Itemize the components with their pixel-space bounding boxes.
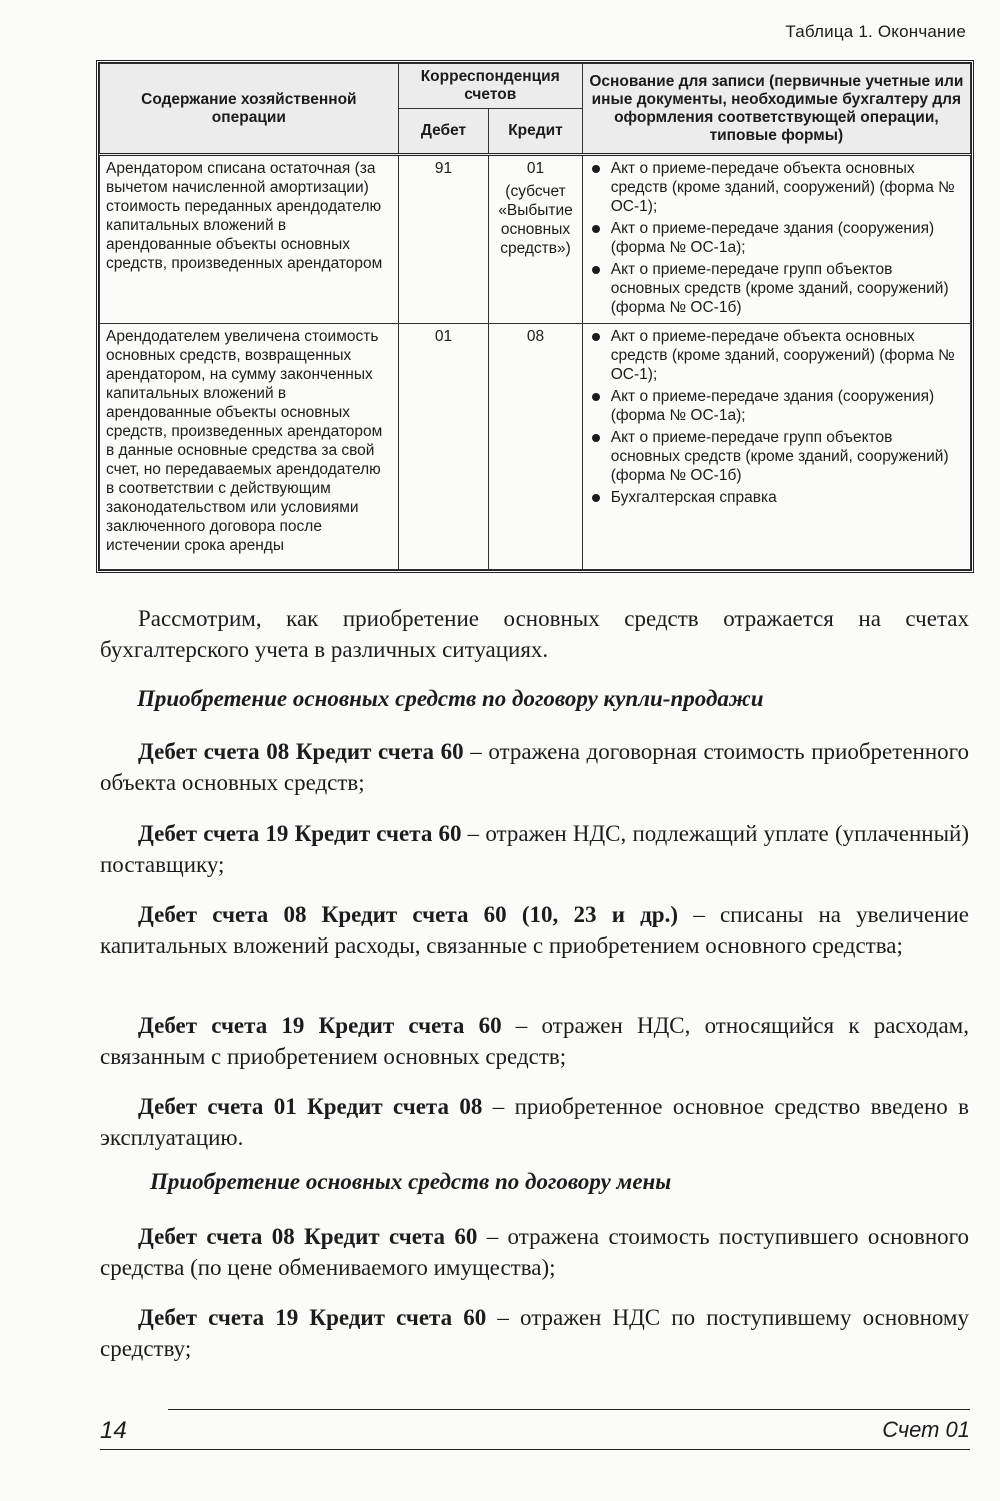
doc-item: Акт о приеме-передаче групп объектов основных средств (кроме зданий, сооружений) (форма № ОС-1б) <box>589 428 964 485</box>
doc-item: Акт о приеме-передаче здания (сооружения) (форма № ОС-1а); <box>589 219 964 257</box>
row-docs <box>582 324 970 570</box>
entry-accounts: Дебет счета 08 Кредит счета 60 <box>138 739 464 764</box>
doc-item: Акт о приеме-передаче объекта основных средств (кроме зданий, сооружений) (форма № ОС-1); <box>589 327 964 384</box>
entry-text: – списаны на увеличение капитальных вложений расходы, связанные с приобретением основного средства; <box>100 902 969 958</box>
entry-accounts: Дебет счета 08 Кредит счета 60 (10, 23 и др.) <box>138 902 679 927</box>
row-operation: Арендодателем увеличена стоимость основных средств, возвращенных арендатором, на сумму законченных капитальных вложений в арендованные объекты основных средств, произведенных арендатором в данные основные средства за свой счет, но передаваемых арендодателю в соответствии с действующим законодательством или условиями заключенного договора после истечении срока аренды <box>100 324 399 570</box>
row-credit <box>489 155 583 324</box>
entry-text: – отражен НДС по поступившему основному средству; <box>100 1305 969 1361</box>
row-credit-value: 08 <box>526 328 545 345</box>
entry-text: – приобретенное основное средство введено в эксплуатацию. <box>100 1094 969 1150</box>
entry-paragraph <box>100 899 969 961</box>
entry-accounts: Дебет счета 19 Кредит счета 60 <box>138 1013 502 1038</box>
header-basis: Основание для записи (первичные учетные или иные документы, необходимые бухгалтеру для оформления соответствующей операции, типовые формы) <box>582 64 970 155</box>
accounting-table <box>96 60 974 573</box>
table-row <box>100 324 971 570</box>
entry-paragraph <box>100 1221 969 1283</box>
intro-paragraph: Рассмотрим, как приобретение основных средств отражается на счетах бухгалтерского учета в различных ситуациях. <box>100 606 969 662</box>
row-operation: Арендатором списана остаточная (за вычетом начисленной амортизации) стоимость переданных арендодателю капитальных вложений в арендованные объекты основных средств, произведенных арендатором <box>100 155 399 324</box>
header-correspondence: Корреспонденция счетов <box>398 64 582 109</box>
running-title: Счет 01 <box>882 1417 970 1442</box>
doc-item: Акт о приеме-передаче объекта основных средств (кроме зданий, сооружений) (форма № ОС-1); <box>589 159 964 216</box>
row-credit-value: 01 <box>526 160 545 177</box>
header-operation: Содержание хозяйственной операции <box>100 64 399 155</box>
entry-accounts: Дебет счета 19 Кредит счета 60 <box>138 821 462 846</box>
footer-rule-bottom <box>100 1449 970 1450</box>
row-docs <box>582 155 970 324</box>
entry-accounts: Дебет счета 01 Кредит счета 08 <box>138 1094 483 1119</box>
doc-item: Акт о приеме-передаче групп объектов основных средств (кроме зданий, сооружений) (форма № ОС-1б) <box>589 260 964 317</box>
row-credit-note: (субсчет «Выбытие основных средств») <box>498 183 573 257</box>
table-row <box>100 155 971 324</box>
entry-text: – отражен НДС, относящийся к расходам, связанным с приобретением основных средств; <box>100 1013 969 1069</box>
row-credit <box>489 324 583 570</box>
table-caption: Таблица 1. Окончание <box>785 22 966 41</box>
entry-accounts: Дебет счета 19 Кредит счета 60 <box>138 1305 487 1330</box>
section-title: Приобретение основных средств по договору купли-продажи <box>137 686 764 711</box>
entry-paragraph <box>100 736 969 798</box>
header-debit: Дебет <box>398 109 489 155</box>
entry-paragraph <box>100 1302 969 1364</box>
page-number: 14 <box>100 1417 127 1444</box>
footer-rule-top <box>168 1409 970 1410</box>
doc-item: Акт о приеме-передаче здания (сооружения) (форма № ОС-1а); <box>589 387 964 425</box>
header-credit: Кредит <box>489 109 583 155</box>
entry-paragraph <box>100 1091 969 1153</box>
entry-paragraph <box>100 818 969 880</box>
entry-text: – отражена стоимость поступившего основного средства (по цене обмениваемого имущества); <box>100 1224 970 1280</box>
row-debit: 91 <box>398 155 489 324</box>
doc-item: Бухгалтерская справка <box>589 488 964 507</box>
entry-text: – отражена договорная стоимость приобретенного объекта основных средств; <box>100 739 969 795</box>
row-debit: 01 <box>398 324 489 570</box>
entry-paragraph <box>100 1010 969 1072</box>
entry-text: – отражен НДС, подлежащий уплате (уплаченный) поставщику; <box>100 821 969 877</box>
section-title: Приобретение основных средств по договору мены <box>150 1169 672 1194</box>
entry-accounts: Дебет счета 08 Кредит счета 60 <box>138 1224 478 1249</box>
